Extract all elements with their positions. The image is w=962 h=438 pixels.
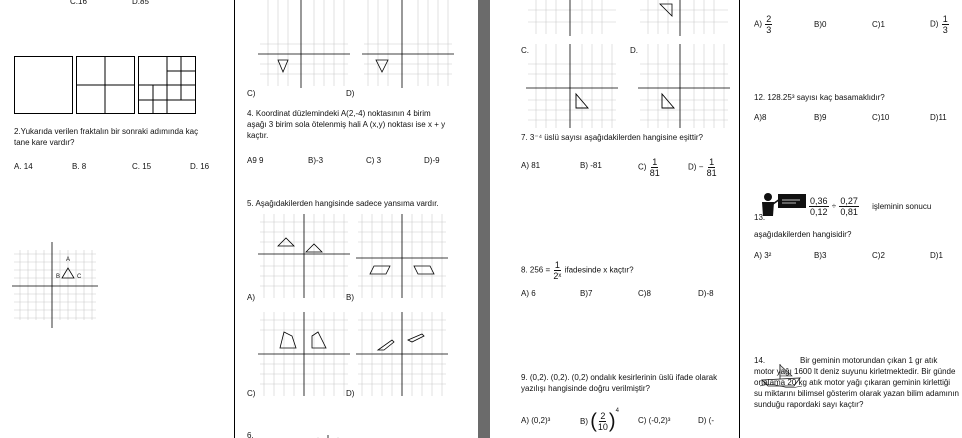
q8-option-b[interactable]: B)7 [580,289,593,298]
question-4-text: 4. Koordinat düzlemindeki A(2,-4) noktasının 4 birim aşağı 3 birim sola ötelenmiş hali A (x,y) noktası ise x + y kaçtır. [247,109,446,140]
q9-option-d[interactable]: D) (- [698,416,714,425]
q11-option-a-fraction [765,14,772,35]
q7-option-d[interactable] [688,157,718,178]
fractal-figure [14,56,196,119]
q13-expression [808,196,931,217]
q9-option-b-fraction [598,411,608,432]
q8-option-c[interactable]: C)8 [638,289,651,298]
fraction-denominator: 0,81 [840,207,858,217]
q11-option-d[interactable] [930,14,950,35]
q13-text-line-2: aşağıdakilerden hangisidir? [754,230,852,239]
worksheet-page-2 [490,0,962,438]
q11-option-a-label: A) [754,19,762,29]
q6-option-a-grid [526,0,618,41]
q13-option-b[interactable]: B)3 [814,251,827,260]
grid-label-b: B [56,274,61,280]
q5-label-d: D) [346,389,355,398]
minus-sign: − [698,162,704,172]
q11-option-c[interactable]: C)1 [872,20,885,29]
question-14-text: Bir geminin motorundan çıkan 1 gr atık motor yağı 1600 lt deniz suyunu kirletmektedir. Bir günde ortalama 20 kg atık motor yağı çıkaran geminin kirlettiği su miktarını bilimsel gösterim olarak yazan bilim adamının sunduğu rapordaki sayı kaçtır? [754,356,959,409]
q5-option-d-grid [356,312,448,401]
q6-grid-stub [300,430,360,438]
q9-option-a[interactable]: A) (0,2)³ [521,416,551,425]
q6-option-c-grid [526,44,618,133]
fraction-denominator: 2ˣ [553,271,562,281]
q9-option-b-label: B) [580,417,588,426]
q2-option-b[interactable]: B. 8 [72,162,87,171]
coordinate-grid-abc [12,240,98,335]
q4-option-d[interactable]: D)-9 [424,156,440,165]
q8-equation-lhs: 256 = [529,265,551,275]
q6-option-b-grid [638,0,730,41]
option-d-label-top: D) [346,89,355,98]
q4-option-a[interactable]: A9 9 [247,156,264,165]
cut-option-d: D.85 [132,0,149,6]
q12-option-b[interactable]: B)9 [814,113,827,122]
fraction-numerator: 0,27 [840,196,858,206]
q11-option-d-fraction [942,14,949,35]
q5-label-c: C) [247,389,256,398]
fraction-denominator: 0,12 [810,207,828,217]
teacher-icon [758,192,808,223]
q5-option-a-grid [258,214,350,303]
fraction-numerator: 0,36 [810,196,828,206]
q4-option-b[interactable]: B)-3 [308,156,324,165]
q8-fraction [553,260,561,281]
q7-option-c[interactable] [638,157,661,178]
q5-label-b: B) [346,293,354,302]
q2-option-a[interactable]: A. 14 [14,162,33,171]
column-separator-2 [739,0,740,438]
q8-suffix: ifadesinde x kaçtır? [564,265,634,275]
q7-option-c-fraction [650,157,660,178]
fraction-numerator: 2 [600,411,606,422]
question-14-number: 14. [754,356,766,365]
open-paren: ( [590,410,597,433]
q13-option-a[interactable]: A) 3² [754,251,772,260]
question-6-number: 6. [247,431,254,438]
question-8-text [521,260,634,281]
fraction-numerator: 1 [709,157,715,167]
q7-option-c-label: C) [638,162,647,172]
grid-label-a: A [66,257,71,263]
q5-option-b-grid [356,214,448,303]
q5-label-a: A) [247,293,255,302]
q5-option-c-grid [258,312,350,401]
fraction-numerator: 2 [766,14,772,24]
q12-option-c[interactable]: C)10 [872,113,890,122]
close-paren: ) [608,410,616,433]
q8-option-a[interactable]: A) 6 [521,289,536,298]
fraction-denominator: 3 [942,25,948,35]
q13-option-d[interactable]: D)1 [930,251,943,260]
question-9-text: 9. (0,2). (0,2). (0,2) ondalık kesirlerinin üslü ifade olarak yazılışı hangisinde doğru verilmiştir? [521,373,718,393]
q13-option-c[interactable]: C)2 [872,251,885,260]
question-12-text: 12. 128.25³ sayısı kaç basamaklıdır? [754,93,885,102]
question-2-text: 2.Yukarıda verilen fraktalın bir sonraki adımında kaç tane kare vardır? [14,127,199,147]
q6-label-c: C. [521,46,529,55]
option-d-grid-top [362,0,454,95]
fraction-denominator: 81 [649,168,660,178]
cut-option-c: C.16 [70,0,87,6]
q7-option-d-fraction [707,157,717,178]
option-c-grid-top [258,0,350,95]
fraction-numerator: 1 [942,14,948,24]
q6-option-d-grid [638,44,730,133]
fraction-denominator: 3 [766,25,772,35]
q7-option-a[interactable]: A) 81 [521,161,541,170]
q8-option-d[interactable]: D)-8 [698,289,714,298]
q7-option-d-label: D) [688,162,697,172]
q11-option-a[interactable] [754,14,773,35]
question-13-number: 13. [754,213,766,222]
grid-label-c: C [77,274,82,280]
q4-option-c[interactable]: C) 3 [366,156,382,165]
q13-fraction-1 [809,196,829,217]
q12-option-d[interactable]: D)11 [930,113,947,122]
worksheet-page-1 [0,0,478,438]
column-separator [234,0,235,438]
q9-exponent: 4 [615,408,619,414]
fraction-numerator: 1 [554,260,560,270]
q2-option-c[interactable]: C. 15 [132,162,152,171]
fraction-denominator: 10 [597,422,608,433]
q13-tail-text: işleminin sonucu [872,201,932,211]
division-sign: ÷ [831,201,837,211]
fraction-denominator: 81 [706,168,717,178]
q12-option-a[interactable]: A)8 [754,113,767,122]
fraction-numerator: 1 [652,157,658,167]
q9-option-c[interactable]: C) (-0,2)³ [638,416,671,425]
q6-label-d: D. [630,46,638,55]
q11-option-b[interactable]: B)0 [814,20,827,29]
q13-fraction-2 [839,196,859,217]
q8-number: 8. [521,265,528,275]
question-7-text: 7. 3⁻⁴ üslü sayısı aşağıdakilerden hangisine eşittir? [521,133,703,142]
q11-option-d-label: D) [930,19,939,29]
q7-option-b[interactable]: B) -81 [580,161,602,170]
option-c-label-top: C) [247,89,256,98]
question-5-text: 5. Aşağıdakilerden hangisinde sadece yansıma vardır. [247,199,439,208]
q9-option-b[interactable] [580,408,619,433]
q2-option-d[interactable]: D. 16 [190,162,210,171]
